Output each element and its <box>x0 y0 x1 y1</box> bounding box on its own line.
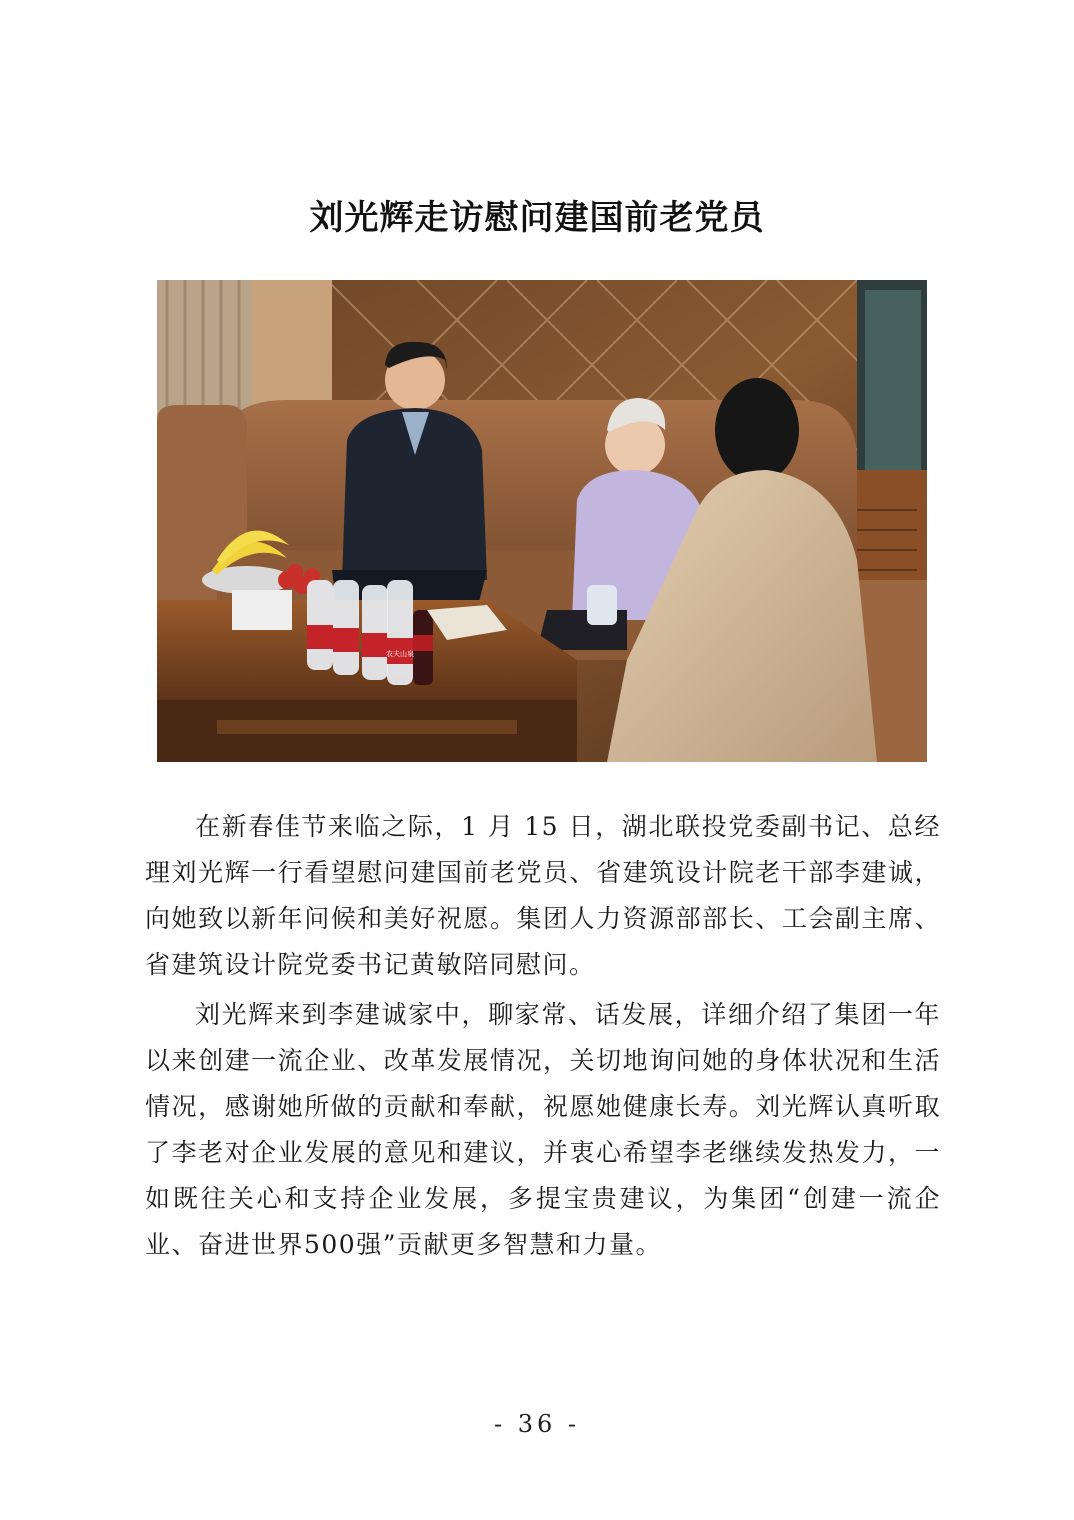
page-number: - 36 - <box>493 1410 580 1438</box>
paragraph-1: 在新春佳节来临之际，1 月 15 日，湖北联投党委副书记、总经理刘光辉一行看望慰问建国前老党员、省建筑设计院老干部李建诚，向她致以新年问候和美好祝愿。集团人力资源部部长、工会副主席、省建筑设计院党委书记黄敏陪同慰问。 <box>145 812 941 979</box>
bottle-label: 农夫山泉 <box>386 650 414 658</box>
photo-illustration <box>157 280 927 762</box>
article-title: 刘光辉走访慰问建国前老党员 <box>309 198 765 238</box>
paragraph-2: 刘光辉来到李建诚家中，聊家常、话发展，详细介绍了集团一年以来创建一流企业、改革发展情况，关切地询问她的身体状况和生活情况，感谢她所做的贡献和奉献，祝愿她健康长寿。刘光辉认真听取了李老对企业发展的意见和建议，并衷心希望李老继续发热发力，一如既往关心和支持企业发展，多提宝贵建议，为集团“创建一流企业、奋进世界500强”贡献更多智慧和力量。 <box>145 1000 941 1259</box>
article-body <box>145 804 941 1272</box>
article-photo <box>157 280 927 762</box>
